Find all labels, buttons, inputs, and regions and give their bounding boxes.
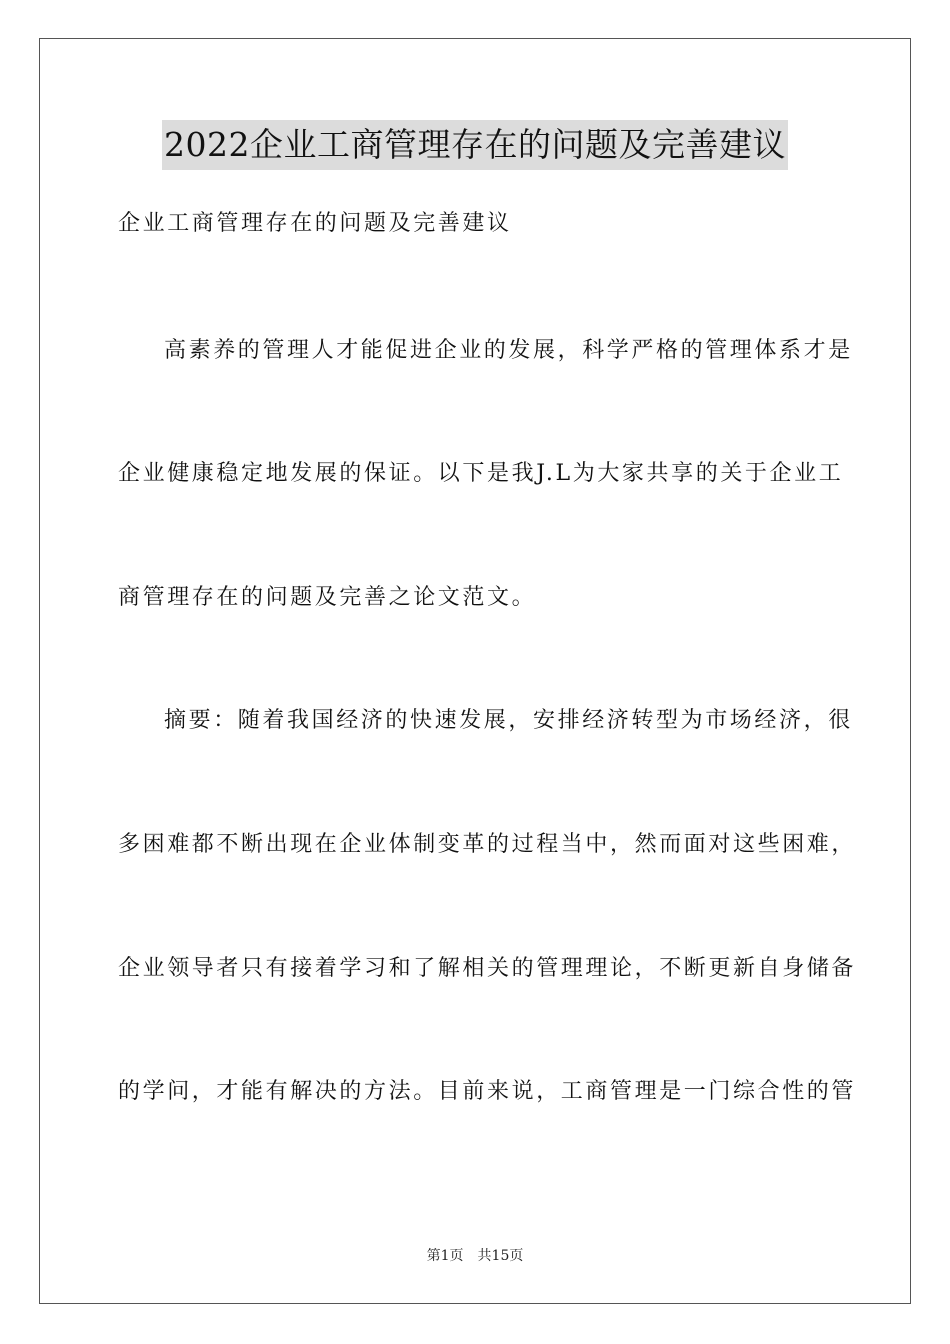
document-title xyxy=(0,120,950,170)
paragraph-line: 商管理存在的问题及完善之论文范文。 xyxy=(118,585,537,610)
paragraph-line: 企业健康稳定地发展的保证。以下是我J.L为大家共享的关于企业工 xyxy=(118,461,844,486)
paragraph-line: 摘要：随着我国经济的快速发展，安排经济转型为市场经济，很 xyxy=(164,708,853,733)
page-footer xyxy=(0,1246,950,1266)
page-total: 共15页 xyxy=(477,1248,524,1264)
page-number: 第1页 xyxy=(426,1248,464,1264)
paragraph-line: 高素养的管理人才能促进企业的发展，科学严格的管理体系才是 xyxy=(164,338,853,363)
paragraph-line: 多困难都不断出现在企业体制变革的过程当中，然而面对这些困难， xyxy=(118,832,857,857)
document-title-text: 2022企业工商管理存在的问题及完善建议 xyxy=(162,120,788,170)
paragraph-line: 的学问，才能有解决的方法。目前来说，工商管理是一门综合性的管 xyxy=(118,1079,857,1104)
paragraph-line: 企业领导者只有接着学习和了解相关的管理理论，不断更新自身储备 xyxy=(118,956,857,981)
subtitle-line: 企业工商管理存在的问题及完善建议 xyxy=(118,211,512,236)
